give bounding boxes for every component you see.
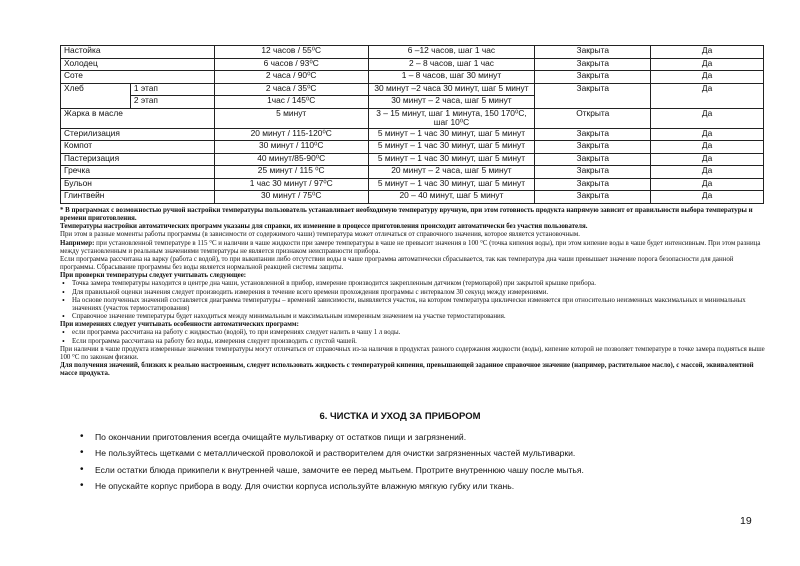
list-item: • Точка замера температуры находится в центре дна чаши, установленной в прибор, измерение производится закрепленным датчиком (термопарой) при закрытой крышке прибора. [60, 280, 766, 288]
table-row [61, 46, 764, 59]
auto-setting: Да [651, 83, 764, 108]
auto-setting: Да [651, 141, 764, 154]
stage-label: 2 этап [130, 96, 214, 109]
list-item: • если программа рассчитана на работу с жидкостью (водой), то при измерениях следует налить в чашу 1 л воды. [60, 329, 766, 337]
list-item: • Не пользуйтесь щетками с металлической проволокой и растворителем для очистки загрязненных частей мультиварки. [80, 446, 760, 460]
default-time-temp: 30 минут / 75⁰С [214, 191, 368, 204]
time-range: 5 минут – 1 час 30 минут, шаг 5 минут [368, 178, 535, 191]
time-range: 20 – 40 минут, шаг 5 минут [368, 191, 535, 204]
note-auto-programs: Температуры настройки автоматических программ указаны для справки, их изменение в процессе приготовления происходит автоматически без участия пользователя. [60, 223, 588, 231]
default-time-temp: 1час / 145⁰С [214, 96, 368, 109]
lid-state: Закрыта [535, 128, 651, 141]
lid-state: Закрыта [535, 46, 651, 59]
program-name: Жарка в масле [61, 108, 215, 128]
note-program-reset: Если программа рассчитана на варку (работа с водой), то при выкипании либо отсутствии воды в чаше программа автоматически сбрасывается, так как температура дна чаши превышает значение порога безопасности для данной программы. Сбрасывание программы без воды является нормальной реакцией системы защиты. [60, 255, 734, 272]
table-row [61, 128, 764, 141]
table-row [61, 153, 764, 166]
note-temperature-variation: При этом в разные моменты работы программы (в зависимости от содержимого чаши) температура может отличаться от справочного значения, которое является установочным. [60, 231, 581, 239]
table-row [61, 83, 764, 96]
table-row [61, 108, 764, 128]
note-product-liquid: При наличии в чаше продукта измеренные значения температуры могут отличаться от справочных из-за наличия в продуктах разного содержания жидкости (воды), кипение которой не позволяет температуре в точке замера подняться выше 100 °С по законам физики. [60, 345, 765, 361]
note-oil-advice: Для получения значений, близких к реально настроенным, следует использовать жидкость с температурой кипения, превышающей заданное справочное значение (например, растительное масло), с массой, эквивалентной массе продукта. [60, 361, 754, 378]
default-time-temp: 12 часов / 55⁰С [214, 46, 368, 59]
default-time-temp: 40 минут/85-90⁰С [214, 153, 368, 166]
time-range: 2 – 8 часов, шаг 1 час [368, 58, 535, 71]
time-range: 30 минут – 2 часа, шаг 5 минут [368, 96, 535, 109]
table-row [61, 178, 764, 191]
lid-state: Закрыта [535, 58, 651, 71]
time-range: 1 – 8 часов, шаг 30 минут [368, 71, 535, 84]
program-name: Настойка [61, 46, 215, 59]
care-list [80, 430, 760, 495]
default-time-temp: 5 минут [214, 108, 368, 128]
auto-setting: Да [651, 128, 764, 141]
lid-state: Закрыта [535, 153, 651, 166]
note-manual-temperature: * В программах с возможностью ручной настройки температуры пользователь устанавливает необходимую температуру вручную, при этом готовность продукта напрямую зависит от правильности выбора температуры и времени приготовления. [60, 207, 753, 223]
auto-setting: Да [651, 191, 764, 204]
measurement-heading: При измерениях следует учитывать особенности автоматических программ: [60, 321, 299, 329]
default-time-temp: 6 часов / 93⁰С [214, 58, 368, 71]
list-item: • Для правильной оценки значения следует производить измерения в течение всего времени прохождения программы с интервалом 30 секунд между измерениями. [60, 289, 766, 297]
list-item: • По окончании приготовления всегда очищайте мультиварку от остатков пищи и загрязнений. [80, 430, 760, 444]
auto-setting: Да [651, 166, 764, 179]
default-time-temp: 2 часа / 35⁰С [214, 83, 368, 96]
table-row [61, 58, 764, 71]
auto-setting: Да [651, 153, 764, 166]
time-range: 3 – 15 минут, шаг 1 минута, 150 170⁰С, шаг 10⁰С [368, 108, 535, 128]
lid-state: Закрыта [535, 83, 651, 108]
lid-state: Закрыта [535, 141, 651, 154]
default-time-temp: 2 часа / 90⁰С [214, 71, 368, 84]
program-name: Гречка [61, 166, 215, 179]
auto-setting: Да [651, 71, 764, 84]
stage-label: 1 этап [130, 83, 214, 96]
auto-setting: Да [651, 108, 764, 128]
default-time-temp: 25 минут / 115 ⁰С [214, 166, 368, 179]
lid-state: Закрыта [535, 191, 651, 204]
auto-setting: Да [651, 46, 764, 59]
checking-heading: При проверки температуры следует учитывать следующее: [60, 272, 247, 280]
lid-state: Открыта [535, 108, 651, 128]
section-title: 6. ЧИСТКА И УХОД ЗА ПРИБОРОМ [319, 411, 481, 422]
default-time-temp: 20 минут / 115-120⁰С [214, 128, 368, 141]
program-name: Хлеб [61, 83, 131, 108]
time-range: 5 минут – 1 час 30 минут, шаг 5 минут [368, 128, 535, 141]
table-row [61, 71, 764, 84]
program-name: Пастеризация [61, 153, 215, 166]
list-item: • Не опускайте корпус прибора в воду. Для очистки корпуса используйте влажную мягкую губку или ткань. [80, 479, 760, 493]
temperature-notes [60, 207, 766, 378]
list-item: • На основе полученных значений составляется диаграмма температуры – времений зависимости, выявляется участок, на котором температура циклически изменяется при относительно неизменных максимальных и минимальных значениях (участок термостатирования) [60, 297, 766, 313]
table-row [61, 141, 764, 154]
default-time-temp: 1 час 30 минут / 97⁰С [214, 178, 368, 191]
program-name: Глинтвейн [61, 191, 215, 204]
checking-list [60, 280, 766, 321]
note-example-text: при установленной температуре в 115 °С и наличии в чаше жидкости при замере температуры в чаше не превысит значения в 100 °С (точка кипения воды), при этом кипение воды в чаше будет интенсивным. При этом разница между установленным и реальным значениями температуры не является признаком неисправности прибора. [60, 239, 761, 255]
list-item: • Если остатки блюда прикипели к внутренней чаше, замочите ее перед мытьем. Протрите внутреннюю чашу после мытья. [80, 463, 760, 477]
lid-state: Закрыта [535, 178, 651, 191]
program-name: Бульон [61, 178, 215, 191]
auto-setting: Да [651, 178, 764, 191]
auto-setting: Да [651, 58, 764, 71]
time-range: 5 минут – 1 час 30 минут, шаг 5 минут [368, 153, 535, 166]
note-example [60, 240, 766, 256]
time-range: 30 минут –2 часа 30 минут, шаг 5 минут [368, 83, 535, 96]
table-row [61, 166, 764, 179]
program-name: Соте [61, 71, 215, 84]
measurement-list [60, 329, 766, 345]
time-range: 5 минут – 1 час 30 минут, шаг 5 минут [368, 141, 535, 154]
page-number: 19 [740, 515, 752, 527]
lid-state: Закрыта [535, 166, 651, 179]
note-example-label: Например: [60, 239, 95, 247]
programs-table [60, 45, 764, 204]
default-time-temp: 30 минут / 110⁰С [214, 141, 368, 154]
time-range: 20 минут – 2 часа, шаг 5 минут [368, 166, 535, 179]
list-item: • Справочное значение температуры будет находиться между минимальным и максимальным измеренным значением на участке термостатирования. [60, 313, 766, 321]
lid-state: Закрыта [535, 71, 651, 84]
table-row [61, 191, 764, 204]
program-name: Стерилизация [61, 128, 215, 141]
program-name: Холодец [61, 58, 215, 71]
list-item: • Если программа рассчитана на работу без воды, измерения следует производить с пустой чашей. [60, 338, 766, 346]
time-range: 6 –12 часов, шаг 1 час [368, 46, 535, 59]
program-name: Компот [61, 141, 215, 154]
